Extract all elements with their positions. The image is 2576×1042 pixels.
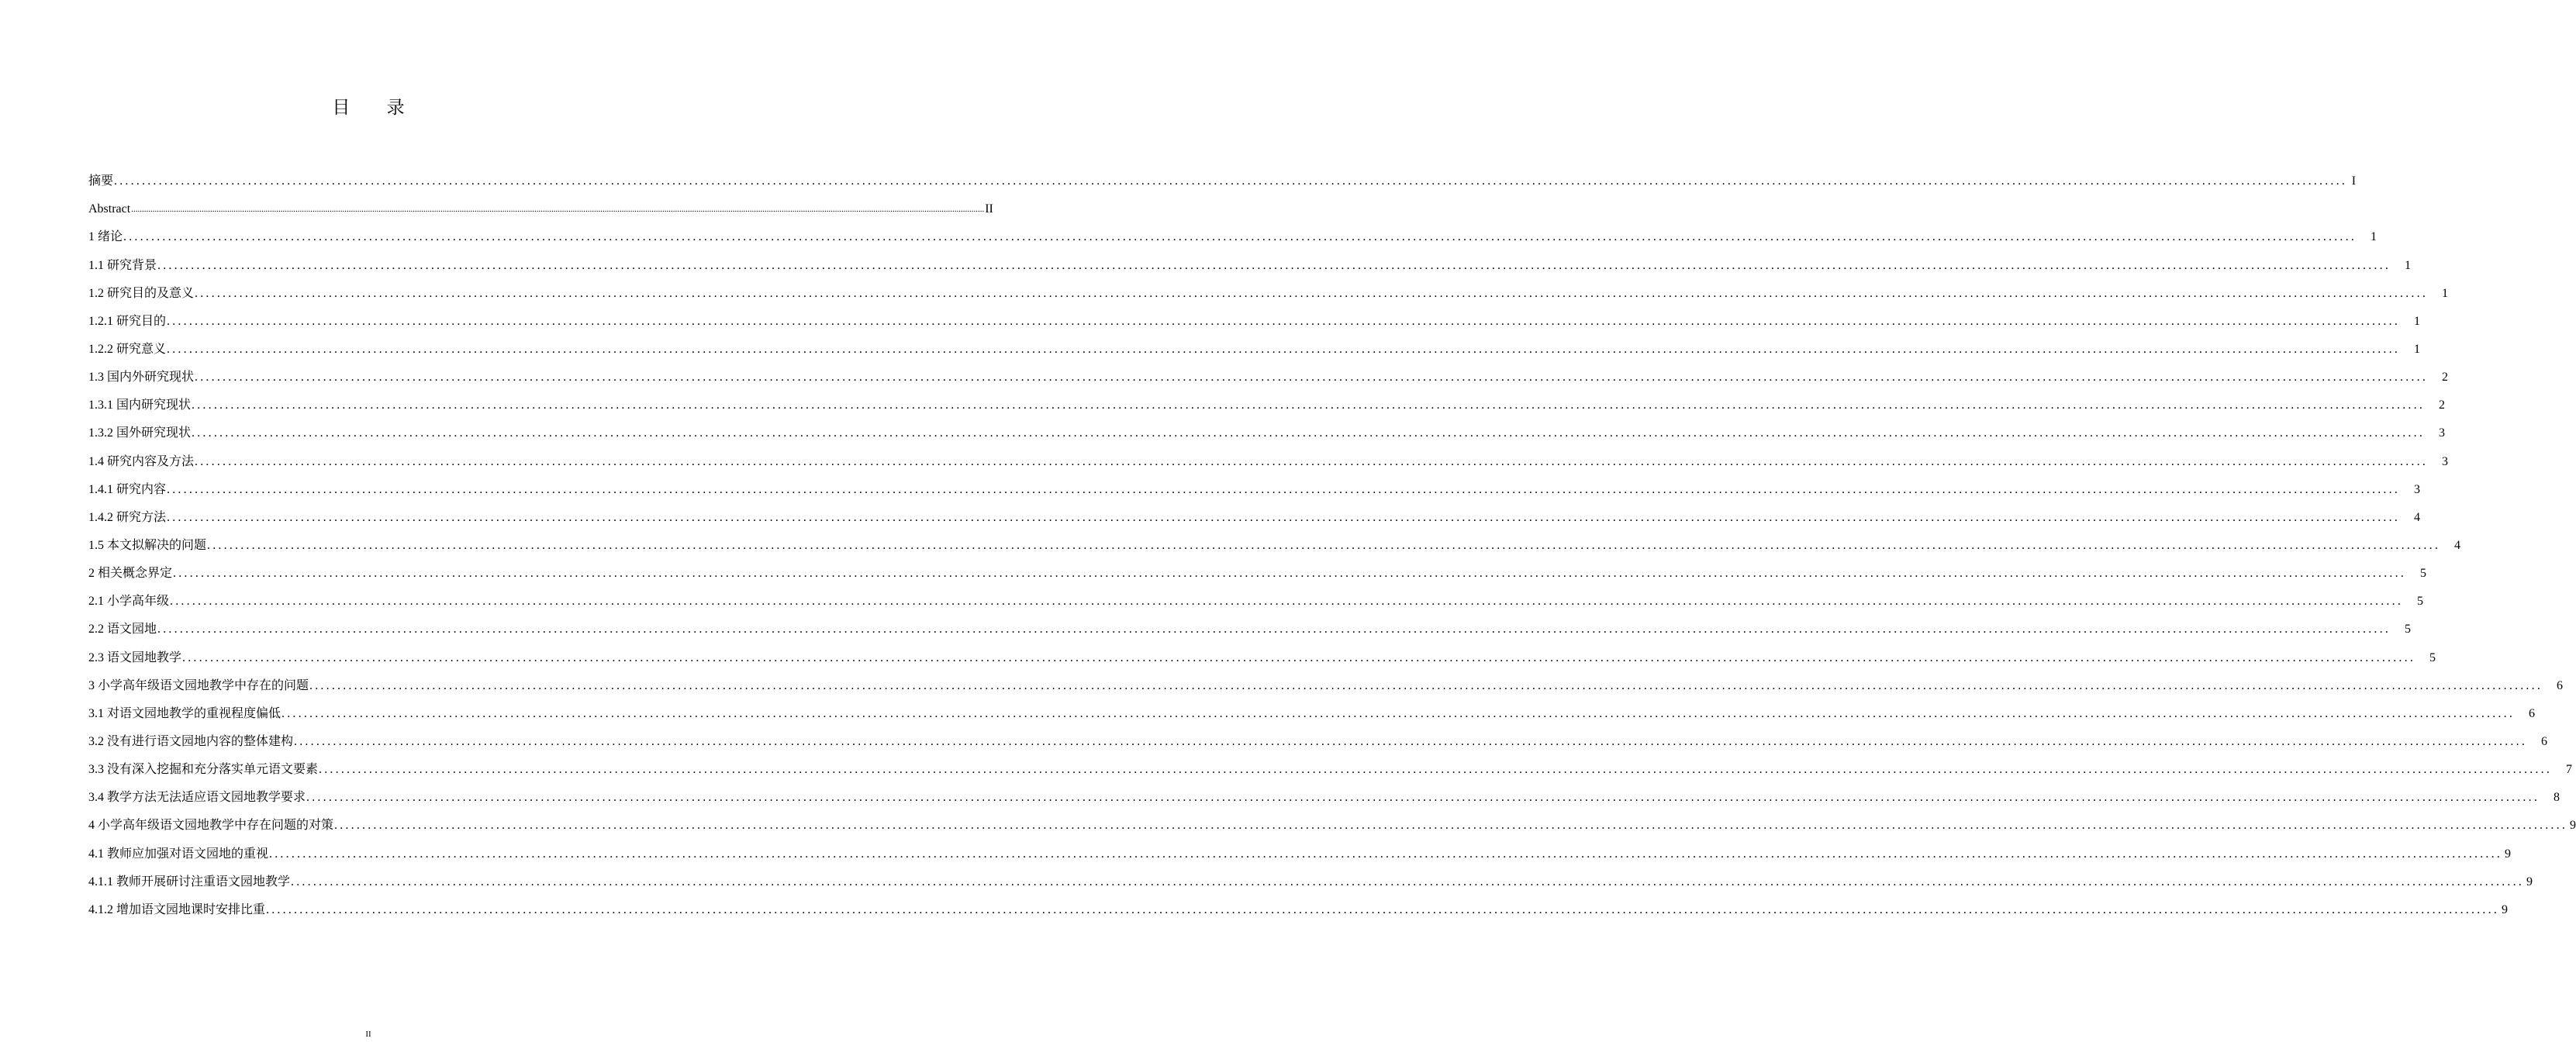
- toc-entry-label: 1.1 研究背景: [88, 258, 157, 272]
- toc-entry[interactable]: [88, 302, 2421, 330]
- toc-entry[interactable]: [88, 722, 2548, 750]
- toc-entry[interactable]: [88, 666, 2564, 694]
- toc-entry-page: 1: [2414, 314, 2421, 328]
- toc-entry[interactable]: [88, 554, 2427, 581]
- toc-dot-leader: ................................................................................................................................................................................................................................................................................................................................................................................................................: [167, 482, 2401, 496]
- toc-entry-label: 4.1.2 增加语文园地课时安排比重: [88, 902, 266, 916]
- toc-dot-leader: ................................................................................................................................................................................................................................................................................................................................................................................................................: [269, 847, 2503, 861]
- page-number: II: [365, 1030, 371, 1039]
- toc-entry-label: 1.4 研究内容及方法: [88, 454, 195, 468]
- toc-entry[interactable]: [88, 470, 2421, 498]
- toc-dot-leader: ................................................................................................................................................................................................................................................................................................................................................................................................................: [195, 286, 2429, 300]
- toc-entry-label: 3.4 教学方法无法适应语文园地教学要求: [88, 791, 306, 805]
- toc-entry[interactable]: [88, 637, 2436, 665]
- toc-entry[interactable]: [88, 778, 2560, 806]
- toc-entry-label: 3.3 没有深入挖掘和充分落实单元语文要素: [88, 763, 319, 777]
- toc-entry-page: II: [985, 202, 993, 216]
- toc-dot-leader: ................................................................................................................................................................................................................................................................................................................................................................................................................: [167, 510, 2401, 524]
- toc-entry-page: 1: [2405, 258, 2412, 272]
- toc-entry-label: 1.3 国内外研究现状: [88, 371, 195, 385]
- toc-entry[interactable]: [88, 217, 2377, 245]
- toc-dot-leader: ................................................................................................................................................................................................................................................................................................................................................................................................................: [266, 902, 2500, 916]
- toc-dot-leader: ................................................................................................................................................................................................................................................................................................................................................................................................................: [123, 230, 2357, 244]
- toc-entry[interactable]: [88, 581, 2424, 609]
- toc-entry[interactable]: [88, 330, 2421, 357]
- toc-entry-page: 1: [2442, 286, 2449, 300]
- toc-entry-label: 1.3.2 国外研究现状: [88, 426, 192, 440]
- toc-entry-page: 7: [2566, 763, 2573, 777]
- toc-entry-page: 2: [2442, 371, 2449, 385]
- toc-entry-label: 1.2.2 研究意义: [88, 342, 167, 356]
- toc-entry-label: 1.4.1 研究内容: [88, 482, 167, 496]
- toc-entry-page: 5: [2405, 623, 2412, 637]
- toc-dot-leader: ................................................................................................................................................................................................................................................................................................................................................................................................................: [291, 875, 2525, 888]
- toc-dot-leader: ................................................................................................................................................................................................................................................................................................................................................................................................................: [281, 706, 2516, 720]
- toc-entry-page: 4: [2414, 510, 2421, 524]
- toc-entry[interactable]: [88, 245, 2412, 273]
- toc-entry-page: 3: [2442, 454, 2449, 468]
- toc-entry-label: 4.1 教师应加强对语文园地的重视: [88, 847, 269, 861]
- toc-entry[interactable]: [88, 161, 2357, 189]
- toc-dot-leader: ................................................................................................................................................................................................................................................................................................................................................................................................................: [207, 538, 2441, 552]
- toc-entry[interactable]: [88, 413, 2446, 441]
- toc-dot-leader: ................................................................................................................................................................................................................................................................................................................................................................................................................: [192, 399, 2426, 412]
- toc-dot-leader: ................................................................................................................................................................................................................................................................................................................................................................................................................: [306, 791, 2540, 805]
- toc-entry-page: 9: [2505, 847, 2512, 861]
- toc-entry-label: 2.1 小学高年级: [88, 595, 170, 609]
- toc-entry[interactable]: [88, 806, 2576, 833]
- toc-entry-page: 1: [2414, 342, 2421, 356]
- toc-entry[interactable]: [88, 833, 2512, 861]
- toc-entry-page: I: [2351, 174, 2357, 188]
- toc-entry-label: Abstract: [88, 202, 131, 216]
- toc-entry-label: 3.2 没有进行语文园地内容的整体建构: [88, 734, 294, 748]
- toc-entry-page: 6: [2529, 706, 2536, 720]
- toc-entry-page: 3: [2439, 426, 2446, 440]
- toc-entry-page: 6: [2541, 734, 2548, 748]
- toc-dot-leader: ................................................................................................................................................................................................................................................................................................................................................................................................................: [195, 371, 2429, 385]
- toc-entry-label: 摘要: [88, 174, 114, 188]
- toc-entry-page: 5: [2417, 595, 2424, 609]
- toc-entry[interactable]: [88, 385, 2446, 413]
- toc-entry-label: 1.2.1 研究目的: [88, 314, 167, 328]
- toc-dot-leader: ................................................................................................................................................................................................................................................................................................................................................................................................................: [309, 678, 2543, 692]
- toc-entry-page: 1: [2371, 230, 2377, 244]
- toc-entry-page: 9: [2526, 875, 2533, 888]
- toc-dot-leader: ................................................................................................................................................................................................................................................................................................................................................................................................................: [167, 314, 2401, 328]
- toc-entry-page: 5: [2429, 650, 2436, 664]
- toc-dot-leader: ................................................................................................................................................................................................................................................................................................................................................................................................................: [157, 258, 2391, 272]
- toc-dot-leader: ................................................................................................................................................................................................................................................................................................................................................................................................................: [173, 567, 2407, 581]
- toc-entry[interactable]: [88, 357, 2449, 385]
- toc-dot-leader: ................................................................................................................................................................................................................................................................................................................................................................................................................: [334, 819, 2568, 833]
- toc-entry[interactable]: [88, 526, 2461, 554]
- toc-entry-label: 2.3 语文园地教学: [88, 650, 182, 664]
- toc-entry-label: 1.3.1 国内研究现状: [88, 399, 192, 412]
- toc-entry-label: 4 小学高年级语文园地教学中存在问题的对策: [88, 819, 334, 833]
- toc-entry-page: 6: [2557, 678, 2564, 692]
- toc-entry[interactable]: [88, 274, 2449, 302]
- toc-entry-page: 4: [2454, 538, 2461, 552]
- toc-entry-label: 1.5 本文拟解决的问题: [88, 538, 207, 552]
- toc-entry[interactable]: [88, 498, 2421, 526]
- toc-entry-page: 3: [2414, 482, 2421, 496]
- toc-entry[interactable]: [88, 609, 2412, 637]
- toc-entry-label: 1 绪论: [88, 230, 123, 244]
- toc-entry-page: 5: [2420, 567, 2427, 581]
- toc-entry-label: 4.1.1 教师开展研讨注重语文园地教学: [88, 875, 291, 888]
- toc-dot-leader: ................................................................................................................................................................................................................................................................................................................................................................................................................: [319, 763, 2553, 777]
- toc-entry-page: 8: [2554, 791, 2560, 805]
- toc-dot-leader: ................................................................................................................................................................................................................................................................................................................................................................................................................: [182, 650, 2416, 664]
- page-title: 目 录: [332, 98, 420, 118]
- toc-dot-leader: ................................................................................................................................................................................................................................................................................................................................................................................................................: [294, 734, 2528, 748]
- toc-dot-leader: ................................................................................................................................................................................................................................................................................................................................................................................................................: [131, 205, 985, 215]
- toc-dot-leader: ................................................................................................................................................................................................................................................................................................................................................................................................................: [170, 595, 2404, 609]
- toc-entry[interactable]: [88, 890, 2509, 918]
- toc-entry-label: 2 相关概念界定: [88, 567, 173, 581]
- toc-dot-leader: ................................................................................................................................................................................................................................................................................................................................................................................................................: [157, 623, 2391, 637]
- toc-dot-leader: ................................................................................................................................................................................................................................................................................................................................................................................................................: [167, 342, 2401, 356]
- toc-entry[interactable]: [88, 694, 2536, 722]
- toc-entry-label: 3 小学高年级语文园地教学中存在的问题: [88, 678, 309, 692]
- table-of-contents: [88, 161, 2576, 918]
- toc-entry-page: 9: [2502, 902, 2509, 916]
- toc-entry[interactable]: [88, 441, 2449, 469]
- toc-entry-label: 1.4.2 研究方法: [88, 510, 167, 524]
- toc-entry-label: 1.2 研究目的及意义: [88, 286, 195, 300]
- toc-dot-leader: ................................................................................................................................................................................................................................................................................................................................................................................................................: [114, 174, 2348, 188]
- toc-entry[interactable]: [88, 750, 2573, 778]
- toc-entry-page: 9: [2570, 819, 2576, 833]
- toc-entry[interactable]: [88, 862, 2533, 890]
- toc-entry-page: 2: [2439, 399, 2446, 412]
- toc-entry-label: 2.2 语文园地: [88, 623, 157, 637]
- toc-dot-leader: ................................................................................................................................................................................................................................................................................................................................................................................................................: [195, 454, 2429, 468]
- toc-entry-label: 3.1 对语文园地教学的重视程度偏低: [88, 706, 281, 720]
- toc-entry[interactable]: [88, 189, 993, 217]
- toc-dot-leader: ................................................................................................................................................................................................................................................................................................................................................................................................................: [192, 426, 2426, 440]
